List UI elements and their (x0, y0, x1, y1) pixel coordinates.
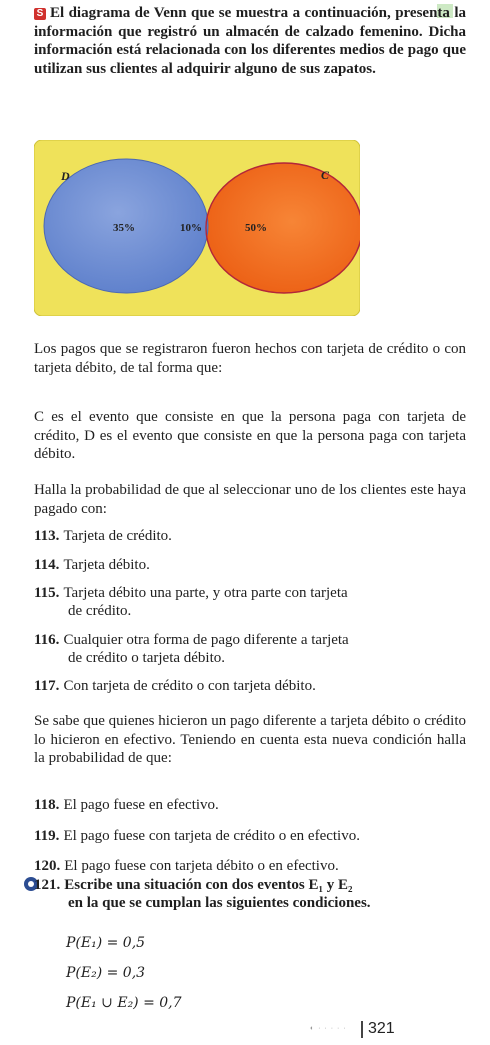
page-footer (300, 1020, 470, 1040)
exercise-text: Escribe una situación con dos eventos E₁ y E₂ (64, 877, 353, 893)
condition-p-union: P(E₁ ∪ E₂) = 0,7 (66, 995, 182, 1011)
exercise-text: Con tarjeta de crédito o con tarjeta débito. (63, 678, 316, 694)
intro-paragraph (34, 4, 466, 78)
venn-value-left: 35% (113, 222, 135, 234)
halla-paragraph: Halla la probabilidad de que al seleccionar uno de los clientes este haya pagado con: (34, 482, 466, 517)
footer-divider (361, 1021, 363, 1038)
problem-marker-badge: S (34, 8, 46, 20)
exercise-number: 117. (34, 678, 60, 694)
exercise-text: Cualquier otra forma de pago diferente a tarjeta (63, 632, 349, 648)
exercise-119 (34, 827, 466, 845)
exercise-text-continued: de crédito o tarjeta débito. (68, 650, 226, 666)
condition-p-e1: P(E₁) = 0,5 (66, 935, 146, 951)
exercise-114 (34, 556, 466, 574)
exercise-115 (34, 584, 466, 620)
venn-label-d: D (61, 169, 70, 183)
exercise-number: 113. (34, 528, 60, 544)
exercise-text-continued: en la que se cumplan las siguientes condiciones. (68, 895, 371, 911)
pagos-paragraph: Los pagos que se registraron fueron hechos con tarjeta de crédito o con tarjeta débito, de tal forma que: (34, 341, 466, 376)
exercise-text: Tarjeta débito una parte, y otra parte con tarjeta (63, 585, 348, 601)
exercise-121 (34, 876, 466, 912)
exercise-text: Tarjeta de crédito. (63, 528, 172, 544)
exercise-number: 121. (34, 877, 61, 893)
exercise-113 (34, 527, 466, 545)
page-number: 321 (368, 1020, 395, 1037)
exercise-number: 118. (34, 797, 60, 813)
exercise-number: 119. (34, 828, 60, 844)
sabe-paragraph: Se sabe que quienes hicieron un pago diferente a tarjeta débito o crédito lo hicieron en efectivo. Teniendo en cuenta esta nueva condición halla la probabilidad de que: (34, 713, 466, 767)
venn-value-right: 50% (245, 222, 267, 234)
exercise-116 (34, 631, 466, 667)
eventos-paragraph: C es el evento que consiste en que la persona paga con tarjeta de crédito, D es el evento que consiste en que la persona paga con tarjeta débito. (34, 409, 466, 463)
exercise-text: El pago fuese con tarjeta débito o en efectivo. (64, 858, 339, 874)
exercise-number: 114. (34, 557, 60, 573)
exercise-number: 116. (34, 632, 60, 648)
publisher-logo: ◐ · · · · · (310, 1025, 347, 1032)
condition-p-e2: P(E₂) = 0,3 (66, 965, 146, 981)
exercise-120 (34, 857, 466, 875)
exercise-text-continued: de crédito. (68, 603, 132, 619)
exercise-117 (34, 677, 466, 695)
exercise-number: 115. (34, 585, 60, 601)
venn-label-c: C (321, 168, 330, 182)
exercise-text: Tarjeta débito. (63, 557, 150, 573)
venn-diagram (34, 140, 360, 316)
exercise-118 (34, 796, 466, 814)
intro-text: El diagrama de Venn que se muestra a continuación, presenta la información que registró un almacén de calzado femenino. Dicha información está relacionada con los diferentes medios de pago que utilizan sus clientes al adquirir alguno de sus zapatos. (34, 5, 466, 77)
exercise-text: El pago fuese con tarjeta de crédito o en efectivo. (63, 828, 360, 844)
exercise-text: El pago fuese en efectivo. (63, 797, 219, 813)
exercise-number: 120. (34, 858, 61, 874)
venn-value-center: 10% (180, 222, 202, 234)
